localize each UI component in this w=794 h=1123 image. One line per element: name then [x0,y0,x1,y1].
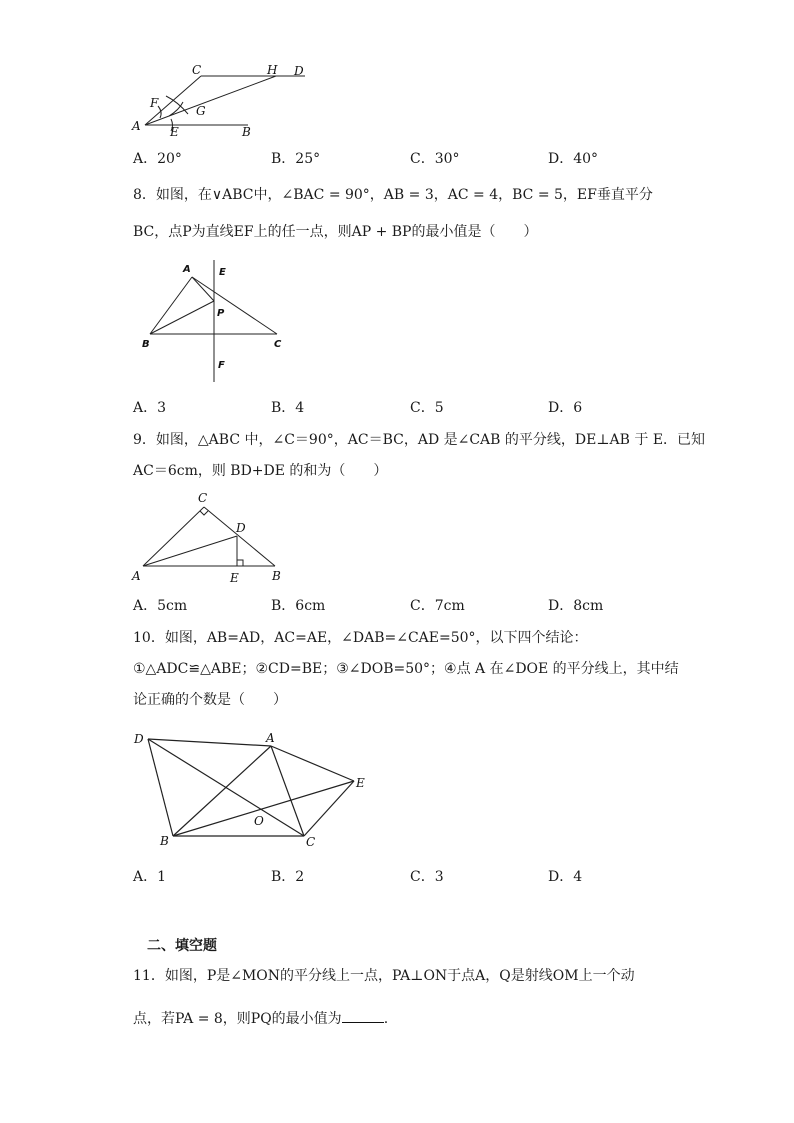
q7-option-d: D．40° [548,151,599,167]
q8-option-a: A．3 [133,400,167,416]
q7-label-e: E [170,125,179,139]
q7-label-a: A [132,119,141,133]
q10-stem-line3: 论正确的个数是（ ） [133,692,287,708]
q10-line-da [148,739,271,746]
q10-label-a: A [266,731,275,745]
q9-stem-line1: 9．如图，△ABC 中，∠C＝90°，AC＝BC，AD 是∠CAB 的平分线，DE⊥AB 于 E．已知 [133,432,706,448]
q9-stem-line2: AC＝6cm，则 BD+DE 的和为（ ） [133,463,388,479]
q9-label-e: E [230,571,239,585]
q7-label-f: F [150,96,159,110]
q7-label-g: G [196,104,206,118]
q8-option-c: C．5 [410,400,444,416]
q9-option-a: A．5cm [133,598,188,614]
q8-label-f: F [218,360,225,371]
q8-label-a: A [183,264,191,275]
q7-figure [128,62,318,144]
q10-stem-line1: 10．如图，AB=AD，AC=AE，∠DAB=∠CAE=50°，以下四个结论： [133,630,588,646]
q8-figure [138,258,298,388]
q11-stem-line2-text: 点，若PA = 8，则PQ的最小值为 [133,1011,342,1027]
q10-option-a: A．1 [133,869,167,885]
q10-line-ae [271,746,354,781]
q8-label-b: B [142,339,150,350]
q8-line-ab [150,277,192,334]
q8-option-d: D．6 [548,400,583,416]
q10-line-db [148,739,173,836]
q8-label-p: P [217,308,225,319]
q10-label-b: B [160,834,169,848]
q8-line-bp [150,301,214,334]
q11-stem-line1: 11．如图，P是∠MON的平分线上一点，PA⊥ON于点A，Q是射线OM上一个动 [133,968,635,984]
q9-figure [128,488,293,586]
q7-arc-g1 [166,96,188,114]
q9-right-angle-e [237,560,243,566]
q9-option-c: C．7cm [410,598,465,614]
q7-label-d: D [294,64,304,78]
q8-label-c: C [274,339,282,350]
q10-line-ac [271,746,304,836]
q7-label-b: B [242,125,251,139]
q10-option-c: C．3 [410,869,444,885]
q10-label-d: D [134,732,144,746]
q10-option-d: D．4 [548,869,583,885]
q8-stem-line1: 8．如图，在∨ABC中，∠BAC = 90°，AB = 3，AC = 4，BC = 5，EF垂直平分 [133,187,653,203]
q10-label-c: C [306,835,316,849]
q9-right-angle-c [200,511,208,515]
q11-stem-line2 [133,1008,388,1029]
q7-option-a: A．20° [133,151,182,167]
q9-line-ad [143,536,237,566]
q9-line-cb [204,507,275,566]
q9-label-b: B [272,569,281,583]
q10-figure [128,725,373,855]
q10-stem-line2: ①△ADC≌△ABE；②CD=BE；③∠DOB=50°；④点 A 在∠DOE 的平分线上，其中结 [133,661,679,677]
q8-label-e: E [219,267,226,278]
q7-label-c: C [192,63,202,77]
q10-label-e: E [356,776,365,790]
q9-option-d: D．8cm [548,598,604,614]
q9-option-b: B．6cm [271,598,326,614]
q8-option-b: B．4 [271,400,305,416]
q7-line-ah [145,76,276,125]
q9-label-a: A [132,569,141,583]
q9-label-c: C [198,491,208,505]
q8-stem-line2: BC，点P为直线EF上的任一点，则AP + BP的最小值是（ ） [133,224,538,240]
q9-label-d: D [236,521,246,535]
section-title-fill-in: 二、填空题 [147,938,217,954]
q7-label-h: H [267,63,278,77]
q9-line-ca [143,507,204,566]
q11-stem-line2-end: . [383,1011,389,1027]
q10-option-b: B．2 [271,869,305,885]
q7-option-c: C．30° [410,151,460,167]
q7-option-b: B．25° [271,151,321,167]
q10-line-ce [304,781,354,836]
q10-label-o: O [254,814,264,828]
q11-answer-blank[interactable] [342,1008,384,1023]
